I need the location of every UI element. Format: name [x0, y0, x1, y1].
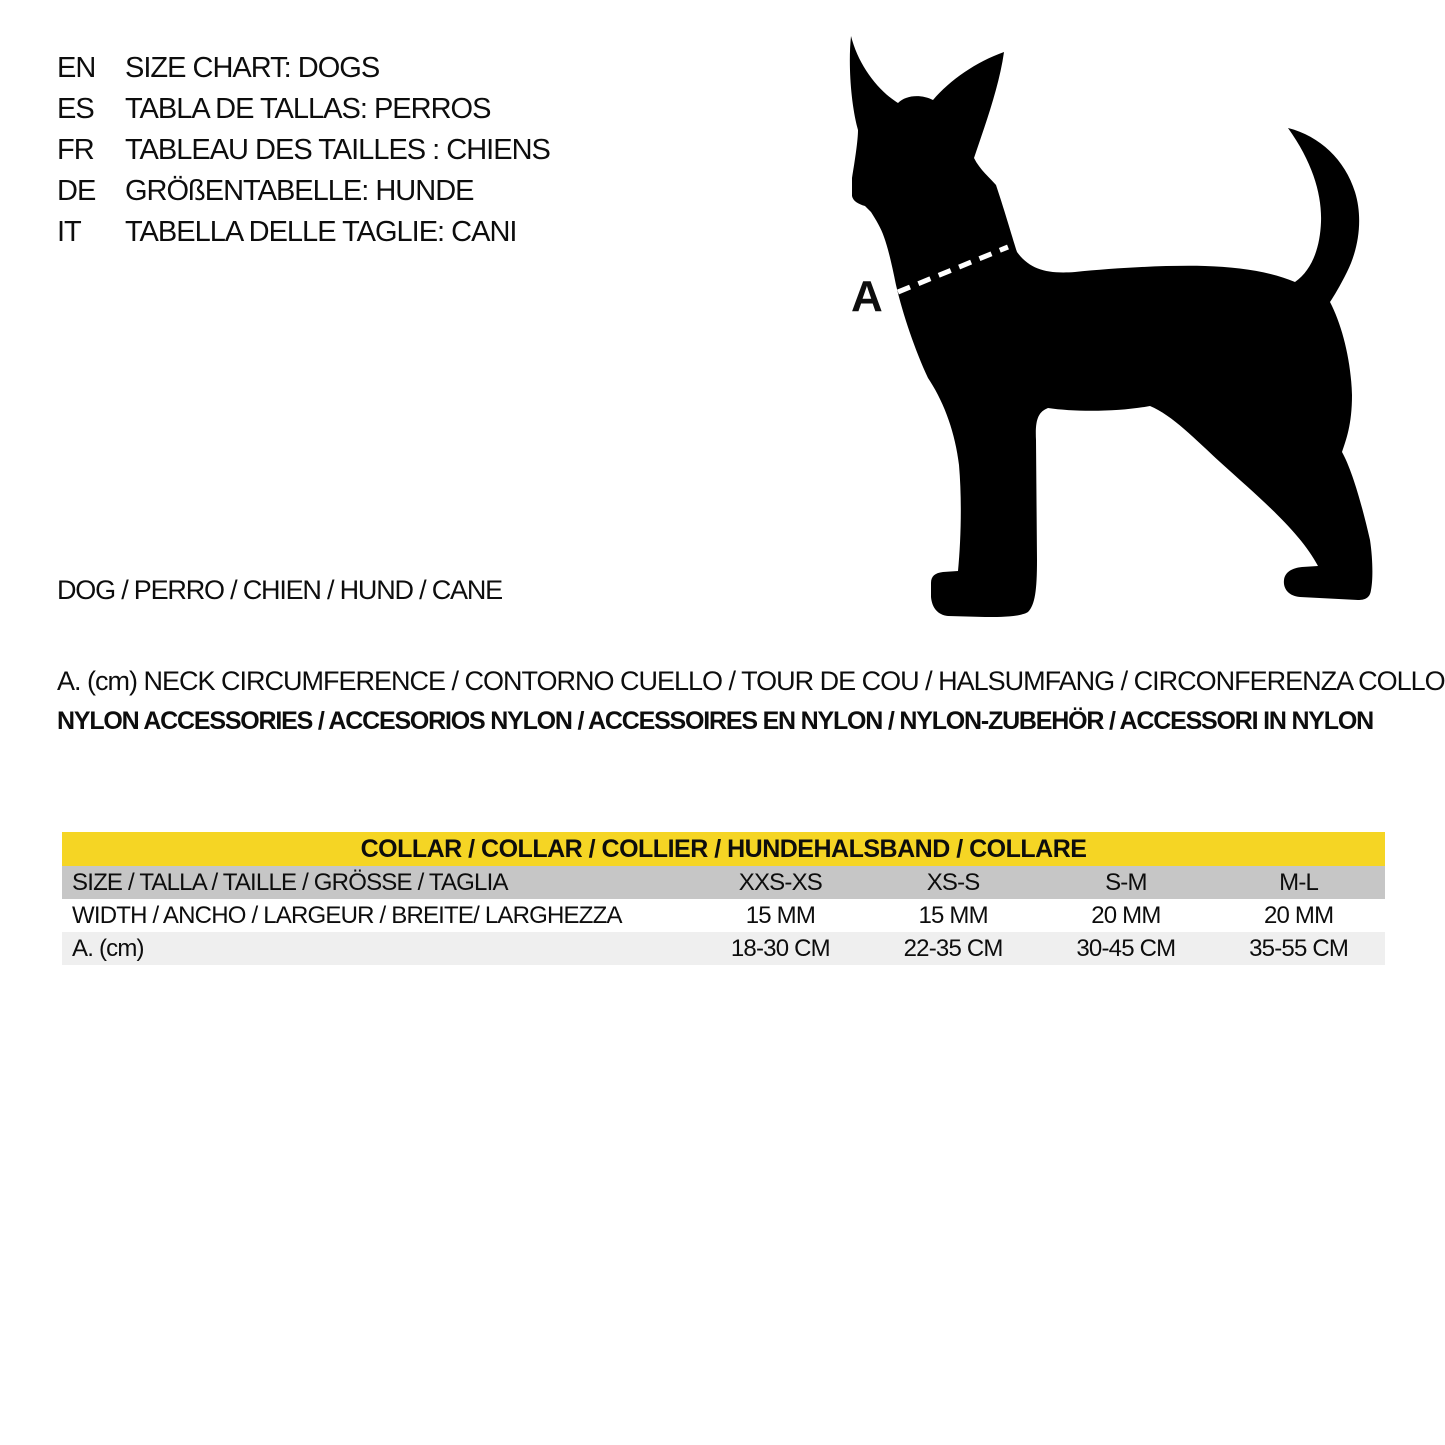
size-value: XXS-XS [738, 868, 822, 896]
neck-cm-value: 30-45 CM [1076, 934, 1176, 962]
language-row [57, 212, 550, 253]
dog-silhouette-icon [820, 20, 1412, 620]
language-title: TABLA DE TALLAS: PERROS [125, 93, 491, 125]
neck-circumference-note: A. (cm) NECK CIRCUMFERENCE / CONTORNO CUELLO / TOUR DE COU / HALSUMFANG / CIRCONFERENZA COLLO [57, 666, 1445, 696]
language-row [57, 89, 550, 130]
row-label-neck-cm: A. (cm) [72, 934, 144, 962]
measure-point-label-a: A [851, 272, 882, 321]
language-title: SIZE CHART: DOGS [125, 52, 380, 84]
neck-cm-value: 22-35 CM [903, 934, 1003, 962]
language-row [57, 130, 550, 171]
language-title: GRÖßENTABELLE: HUNDE [125, 175, 474, 207]
animal-caption: DOG / PERRO / CHIEN / HUND / CANE [57, 575, 502, 605]
table-row-width [62, 899, 1385, 932]
size-value: M-L [1279, 868, 1319, 896]
width-value: 20 MM [1263, 901, 1334, 929]
width-value: 15 MM [745, 901, 816, 929]
dog-silhouette-path [850, 36, 1373, 617]
width-value: 15 MM [918, 901, 988, 929]
table-header-label: COLLAR / COLLAR / COLLIER / HUNDEHALSBAND / COLLARE [360, 834, 1087, 863]
language-title: TABLEAU DES TAILLES : CHIENS [125, 134, 550, 166]
nylon-accessories-note: NYLON ACCESSORIES / ACCESORIOS NYLON / ACCESSOIRES EN NYLON / NYLON-ZUBEHÖR / ACCESSORI IN NYLON [57, 707, 1373, 735]
neck-cm-value: 35-55 CM [1249, 934, 1349, 962]
language-title: TABELLA DELLE TAGLIE: CANI [125, 216, 517, 248]
width-value: 20 MM [1091, 901, 1161, 929]
size-value: S-M [1105, 868, 1147, 896]
language-code: DE [57, 175, 96, 207]
neck-cm-value: 18-30 CM [730, 934, 830, 962]
table-header-row [62, 832, 1385, 866]
language-code: ES [57, 93, 94, 125]
size-value: XS-S [926, 868, 980, 896]
collar-size-table [62, 832, 1385, 965]
language-row [57, 171, 550, 212]
table-row-size [62, 866, 1385, 899]
language-row [57, 48, 550, 89]
table-row-neck-cm [62, 932, 1385, 965]
language-code: EN [57, 52, 96, 84]
language-code: IT [57, 216, 81, 248]
row-label-size: SIZE / TALLA / TAILLE / GRÖSSE / TAGLIA [72, 868, 508, 896]
language-title-list [57, 48, 550, 253]
language-code: FR [57, 134, 94, 166]
row-label-width: WIDTH / ANCHO / LARGEUR / BREITE/ LARGHEZZA [72, 901, 622, 929]
